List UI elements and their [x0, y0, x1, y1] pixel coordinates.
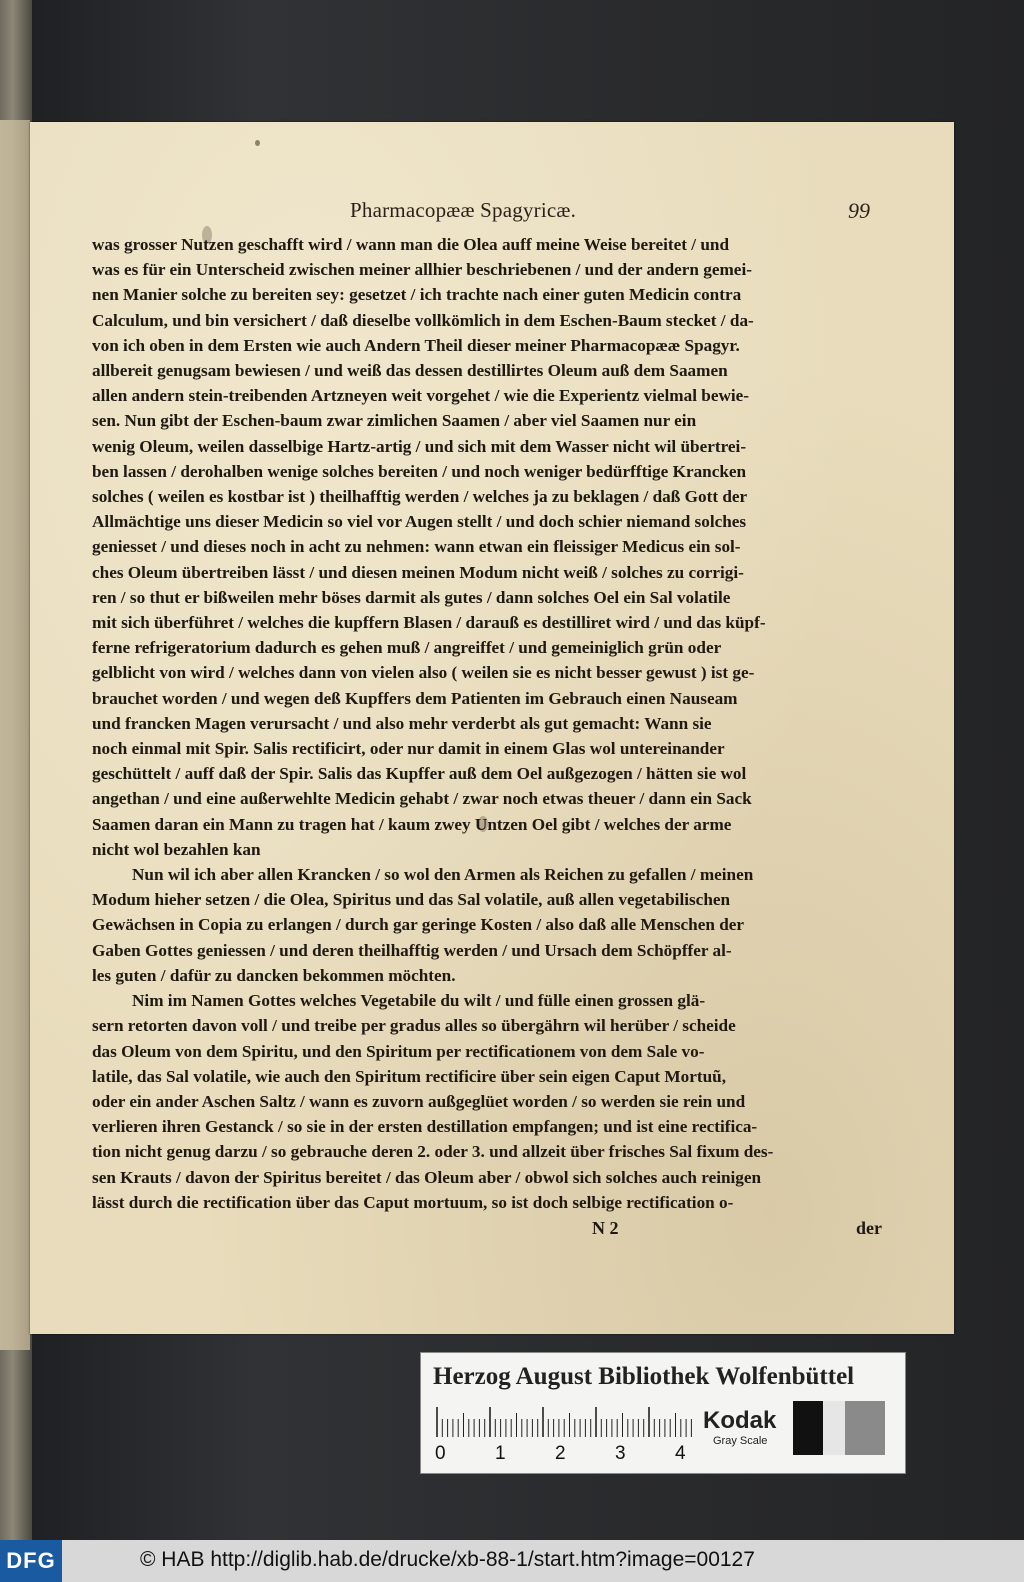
- running-head: Pharmacopææ Spagyricæ.: [350, 198, 577, 222]
- ruler-label: 0: [435, 1443, 446, 1464]
- kodak-logo: Kodak: [703, 1407, 777, 1434]
- text-line: oder ein ander Aschen Saltz / wann es zuvorn außgeglüet worden / so werden sie rein und: [92, 1091, 746, 1111]
- page-footer: [92, 1218, 882, 1244]
- ruler-ticks-icon: [435, 1407, 695, 1437]
- text-line: Nun wil ich aber allen Krancken / so wol den Armen als Reichen zu gefallen / meinen: [132, 865, 754, 885]
- text-line: Allmächtige uns dieser Medicin so viel vor Augen stellt / und doch schier niemand solches: [92, 512, 747, 532]
- text-line: noch einmal mit Spir. Salis rectificirt, oder nur damit in einem Glas wol untereinander: [92, 739, 725, 759]
- page-header: [350, 198, 870, 226]
- text-line: was grosser Nutzen geschafft wird / wann man die Olea auff meine Weise bereitet / und: [92, 235, 730, 254]
- dfg-logo: DFG: [0, 1540, 62, 1582]
- library-name: Herzog August Bibliothek Wolfenbüttel: [433, 1363, 855, 1390]
- text-line: geschüttelt / auff daß der Spir. Salis das Kupffer auß dem Oel außgezogen / hätten sie wol: [92, 764, 747, 784]
- ruler-label: 1: [495, 1443, 506, 1464]
- text-line: mit sich überführet / welches die kupffern Blasen / darauß es destilliret wird / und das küpf-: [92, 613, 766, 633]
- text-line: und francken Magen verursacht / und also mehr verderbt als gut gemacht: Wann sie: [92, 713, 712, 733]
- gray-patch: [793, 1401, 823, 1455]
- text-line: tion nicht genug darzu / so gebrauche deren 2. oder 3. und allzeit über frisches Sal fixum des-: [92, 1142, 774, 1162]
- text-line: latile, das Sal volatile, wie auch den Spiritum rectificire über sein eigen Caput Mortuũ,: [92, 1066, 727, 1086]
- text-line: was es für ein Unterscheid zwischen meiner allhier beschriebenen / und der andern gemei-: [92, 260, 752, 280]
- ink-speck: [255, 140, 260, 146]
- text-line: Calculum, und bin versichert / daß dieselbe vollkömlich in dem Eschen-Baum stecket / da-: [92, 310, 754, 330]
- catchword: der: [856, 1218, 882, 1238]
- text-line: verlieren ihren Gestanck / so sie in der ersten destillation empfangen; und ist eine rectifica-: [92, 1117, 758, 1137]
- gray-patch: [845, 1401, 885, 1455]
- ruler-label: 3: [615, 1443, 626, 1464]
- credit-bar: [0, 1540, 1024, 1582]
- text-line: Modum hieher setzen / die Olea, Spiritus und das Sal volatile, auß allen vegetabilischen: [92, 890, 731, 910]
- text-line: von ich oben in dem Ersten wie auch Andern Theil dieser meiner Pharmacopææ Spagyr.: [92, 335, 740, 355]
- text-line: sern retorten davon voll / und treibe per gradus alles so übergährn wil herüber / scheide: [92, 1016, 736, 1036]
- text-line: allbereit genugsam bewiesen / und weiß das dessen destillirtes Oleum auß dem Saamen: [92, 361, 728, 381]
- text-line: gelblicht von wird / welches dann von vielen also ( weilen sie es nicht besser gewust ) ist ge-: [92, 663, 755, 683]
- text-line: Saamen daran ein Mann zu tragen hat / kaum zwey Untzen Oel gibt / welches der arme: [92, 814, 732, 834]
- text-line: lässt durch die rectification über das Caput mortuum, so ist doch selbige rectification o-: [92, 1192, 734, 1212]
- signature-mark: N 2: [592, 1218, 619, 1238]
- scale-ruler: [435, 1407, 695, 1464]
- text-line: solches ( weilen es kostbar ist ) theilhafftig werden / welches ja zu beklagen / daß Gott der: [92, 487, 748, 507]
- book-page: [30, 122, 954, 1334]
- facing-page-edge: [0, 120, 30, 1350]
- text-line: sen Krauts / davon der Spiritus bereitet / das Oleum aber / obwol sich solches auch reinigen: [92, 1167, 762, 1187]
- color-target-card: [420, 1352, 906, 1474]
- ruler-label: 2: [555, 1443, 566, 1464]
- grayscale-label: Gray Scale: [713, 1435, 768, 1447]
- text-line: ches Oleum übertreiben lässt / und diesen meinen Modum nicht weiß / solches zu corrigi-: [92, 562, 744, 582]
- text-line: Gewächsen in Copia zu erlangen / durch gar geringe Kosten / also daß alle Menschen der: [92, 915, 745, 935]
- text-line: geniesset / und dieses noch in acht zu nehmen: wann etwan ein fleissiger Medicus ein sol-: [92, 537, 741, 557]
- text-line: nen Manier solche zu bereiten sey: gesetzet / ich trachte nach einer guten Medicin contra: [92, 285, 742, 305]
- ruler-labels: [435, 1443, 695, 1465]
- text-line: Gaben Gottes geniessen / und deren theilhafftig werden / und Ursach dem Schöpffer al-: [92, 940, 732, 960]
- text-line: Nim im Namen Gottes welches Vegetabile du wilt / und fülle einen grossen glä-: [132, 991, 706, 1011]
- text-line: les guten / dafür zu dancken bekommen möchten.: [92, 965, 456, 985]
- text-line: allen andern stein-treibenden Artzneyen weit vorgehet / wie die Experientz vielmal bewie-: [92, 386, 749, 406]
- text-line: das Oleum von dem Spiritu, und den Spiritum per rectificationem von dem Sale vo-: [92, 1041, 705, 1061]
- text-line: angethan / und eine außerwehlte Medicin gehabt / zwar noch etwas theuer / dann ein Sack: [92, 789, 752, 809]
- text-line: ren / so thut er bißweilen mehr böses darmit als gutes / dann solches Oel ein Sal volatile: [92, 587, 731, 607]
- copyright-url[interactable]: © HAB http://diglib.hab.de/drucke/xb-88-1/start.htm?image=00127: [140, 1548, 755, 1571]
- text-line: brauchet worden / und wegen deß Kupffers dem Patienten im Gebrauch einen Nauseam: [92, 688, 738, 708]
- text-line: ferne refrigeratorium dadurch es gehen muß / angreiffet / und gemeiniglich grün oder: [92, 638, 722, 658]
- gray-scale-patches: [793, 1401, 885, 1455]
- text-line: ben lassen / derohalben wenige solches bereiten / und noch weniger bedürfftige Krancken: [92, 461, 747, 481]
- text-line: sen. Nun gibt der Eschen-baum zwar zimlichen Saamen / aber viel Saamen nur ein: [92, 411, 697, 431]
- gray-patch: [823, 1401, 845, 1455]
- page-number: 99: [848, 198, 870, 223]
- text-line: nicht wol bezahlen kan: [92, 839, 261, 859]
- text-line: wenig Oleum, weilen dasselbige Hartz-artig / und sich mit dem Wasser nicht wil übertrei-: [92, 436, 747, 456]
- body-text: [92, 232, 882, 1215]
- ruler-label: 4: [675, 1443, 686, 1464]
